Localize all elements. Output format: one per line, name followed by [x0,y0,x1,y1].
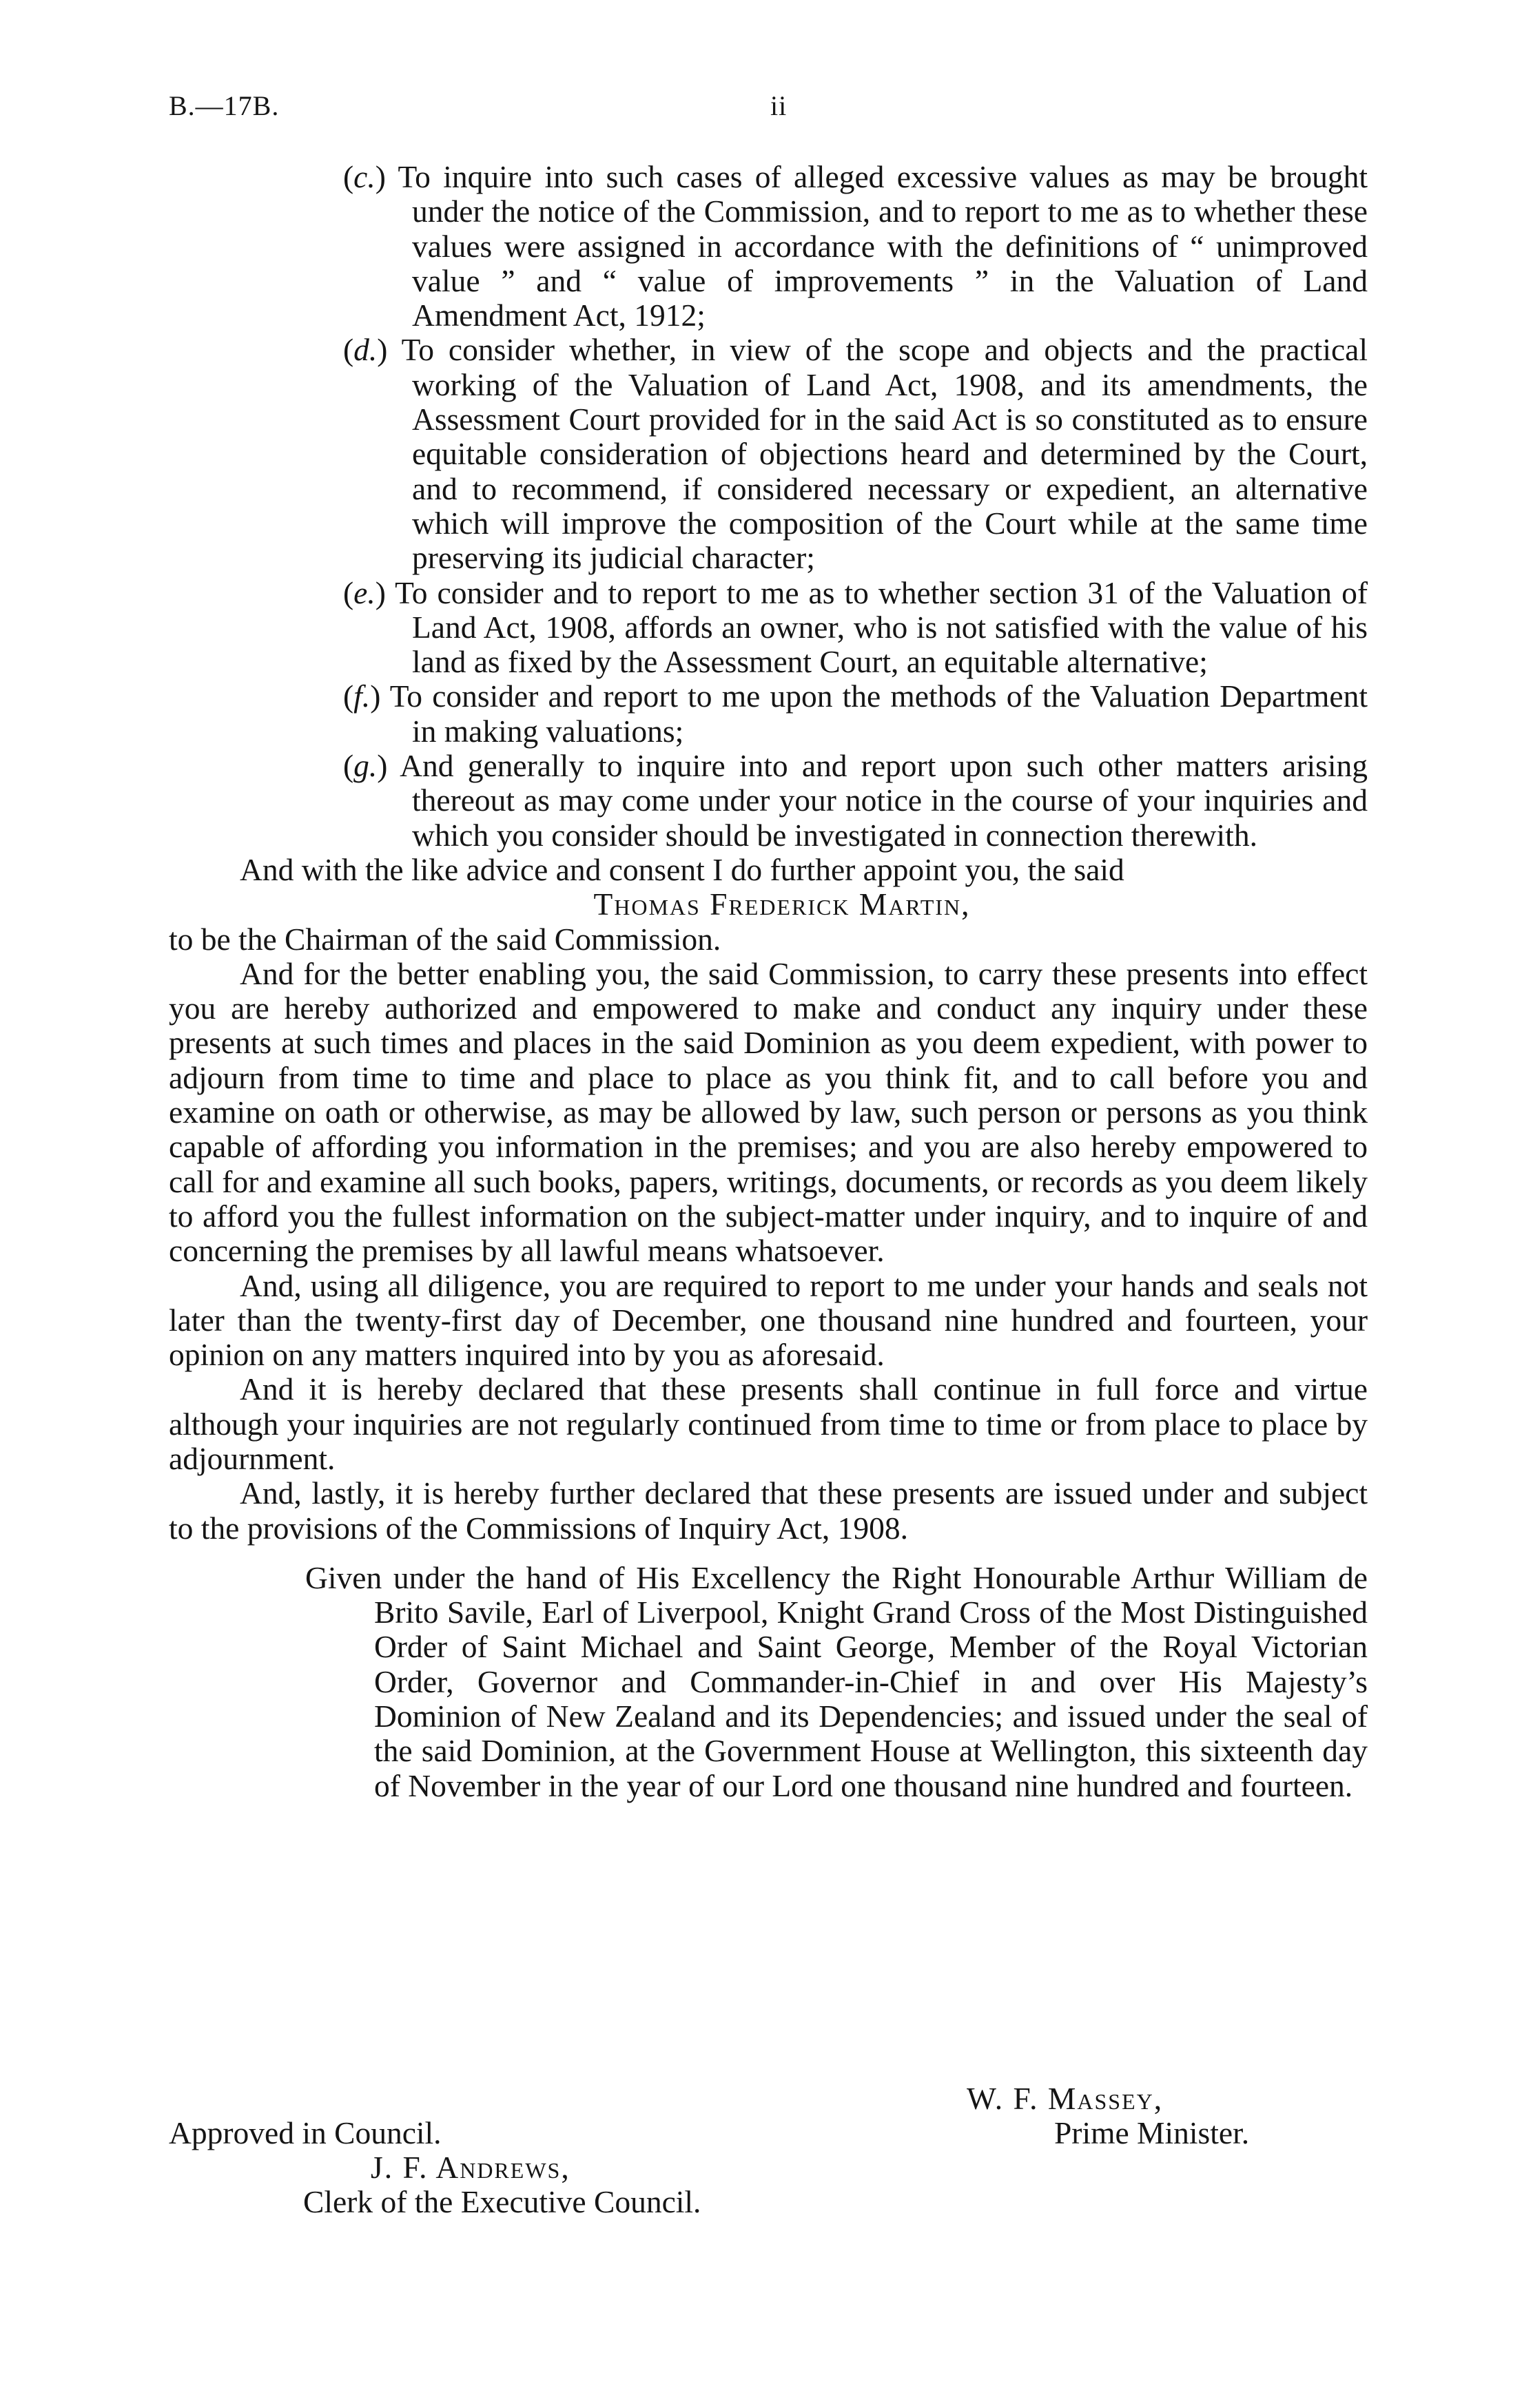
given-under-clause: Given under the hand of His Excellency the Right Honourable Arthur William de Brito Savile, Earl of Liverpool, Knight Grand Cross of the Most Distinguished Order of Saint Michael and Saint George, Member of the Royal Victorian Order, Governor and Commander-in-Chief in and over His Majesty’s Dominion of New Zealand and its Dependencies; and issued under the seal of the said Dominion, at the Government House at Wellington, this sixteenth day of November in the year of our Lord one thousand nine hundred and fourteen. [305,1559,1368,1803]
clause-text: To consider and to report to me as to whether section 31 of the Valuation of Land Act, 1908, affords an owner, who is not satisfied with the value of his land as fixed by the Assessment Court, an equitable alternative; [395,574,1368,680]
minister-title: Prime Minister. [1054,2115,1250,2150]
page-number: ii [770,90,788,121]
clause-f [169,679,1368,749]
document-reference: B.—17B. [169,90,280,121]
clause-marker: (e.) [343,574,386,610]
paragraph-report-deadline: And, using all diligence, you are required to report to me under your hands and seals not later than the twenty-first day of December, one thousand nine hundred and fourteen, your opinion on any matters inquired into by you as aforesaid. [169,1267,1368,1373]
clause-g [169,749,1368,853]
minister-signature: W. F. Massey, [967,2081,1164,2116]
clause-d [169,333,1368,575]
appointment-role: to be the Chairman of the said Commission. [169,921,721,957]
clause-text: To inquire into such cases of alleged excessive values as may be brought under the notice of the Commission, and to report to me as to whether these values were assigned in accordance with the definitions of “ unimproved value ” and “ value of improvements ” in the Valuation of Land Amendment Act, 1912; [398,159,1368,333]
clause-c [169,160,1368,333]
document-body [169,160,1368,1803]
paragraph-continuation: And it is hereby declared that these presents shall continue in full force and virtue although your inquiries are not regularly continued from time to time or from place to place by adjournment. [169,1371,1368,1476]
appointment-intro: And with the like advice and consent I do further appoint you, the said [240,851,1124,887]
clerk-title: Clerk of the Executive Council. [303,2184,701,2219]
clerk-signature: J. F. Andrews, [371,2150,570,2185]
paragraph-powers: And for the better enabling you, the said Commission, to carry these presents into effect you are hereby authorized and empowered to make and conduct any inquiry under these presents at such times and places in the said Dominion as you deem expedient, with power to adjourn from time to time and place to place as you think fit, and to call before you and examine on oath or otherwise, as may be allowed by law, such person or persons as you think capable of affording you information in the premises; and you are also hereby empowered to call for and examine all such books, papers, writings, documents, or records as you deem likely to afford you the fullest information on the subject-matter under inquiry, and to inquire of and concerning the premises by all lawful means whatsoever. [169,955,1368,1269]
approved-in-council: Approved in Council. [169,2115,442,2150]
clause-marker: (d.) [343,332,388,368]
clause-marker: (c.) [343,159,386,194]
chairman-name: Thomas Frederick Martin, [593,886,971,922]
clause-text: To consider and report to me upon the methods of the Valuation Department in making valuations; [389,678,1368,749]
paragraph-provisions: And, lastly, it is hereby further declared that these presents are issued under and subject to the provisions of the Commissions of Inquiry Act, 1908. [169,1475,1368,1546]
clause-marker: (f.) [343,678,381,714]
clause-e [169,576,1368,680]
clause-text: To consider whether, in view of the scope and objects and the practical working of the Valuation of Land Act, 1908, and its amendments, the Assessment Court provided for in the said Act is so constituted as to ensure equitable consideration of objections heard and determined by the Court, and to recommend, if considered necessary or expedient, an alternative which will improve the composition of the Court while at the same time preserving its judicial character; [401,332,1368,576]
clause-text: And generally to inquire into and report upon such other matters arising thereout as may come under your notice in the course of your inquiries and which you consider should be investigated in connection therewith. [400,748,1368,853]
clause-marker: (g.) [343,748,388,784]
